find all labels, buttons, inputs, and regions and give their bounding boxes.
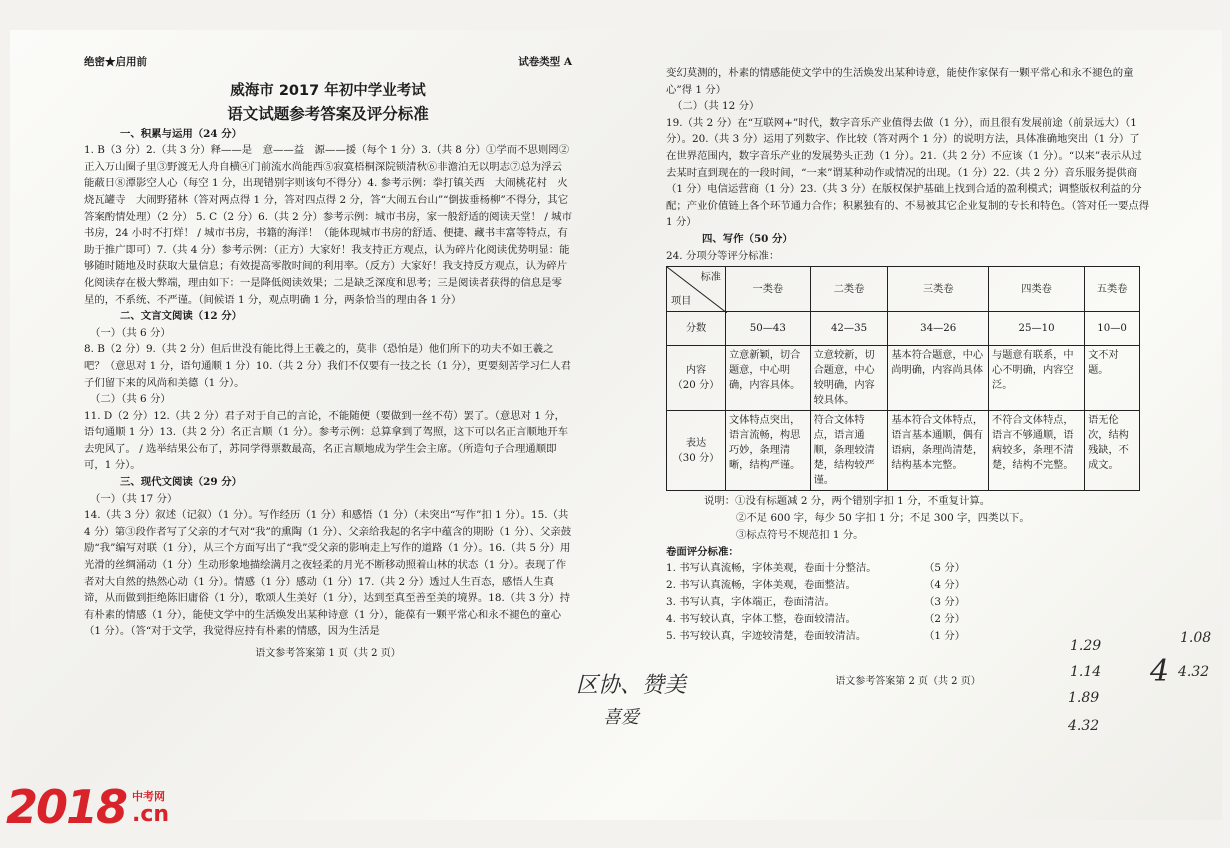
answer-paragraph: 19.（共 2 分）在“互联网+”时代，数字音乐产业值得去做（1 分），而且很有发展前途（前景远大）（1 分）。20.（共 3 分）运用了列数字、作比较（答对两个 1 分）的说明方法，具体准确地突出（1 分）了在世界范围内，数字音乐产业的发展势头正劲（1 分）。21.（共 2 分）不应该（1 分）。“以来”表示从过去某时直到现在的一段时间，“一来”谓某种动作或情况的出现。（1 分）22.（共 2 分）音乐服务提供商（1 分）电信运营商（1 分）23.（共 3 分）在版权保护基础上找到合适的盈利模式；调整版权利益的分配；产业价值链上各个环节通力合作；积累独有的、不易被其它企业复制的专长和特色。（答对任一要点得 1 分） (666, 116, 1150, 229)
subsection-heading: （二）（共 12 分） (672, 100, 760, 113)
document-title: 语文试题参考答案及评分标准 (227, 104, 429, 123)
answer-paragraph: 变幻莫测的，朴素的情感能使文学中的生活焕发出某种诗意，能使作家保有一颗平常心和永不褪色的童心”得 1 分） (666, 67, 1134, 96)
table-cell: 立意新颖，切合题意，中心明确，内容具体。 (726, 346, 811, 411)
subsection-heading: （二）（共 6 分） (90, 393, 171, 406)
notes-block (666, 493, 1150, 644)
handwritten-number: 4.32 (1178, 664, 1210, 680)
table-header: 二类卷 (810, 267, 888, 312)
page-header (84, 54, 572, 71)
corner-label-top: 标准 (700, 272, 721, 284)
criteria-text: 1. 书写认真流畅，字体美观，卷面十分整洁。 (666, 562, 877, 575)
corner-label-bottom: 项目 (671, 296, 692, 308)
paper-type-label: 试卷类型 A (518, 56, 572, 68)
table-cell: 文不对题。 (1085, 346, 1140, 411)
section-heading: 三、现代文阅读（29 分） (120, 476, 242, 489)
page-footer: 语文参考答案第 2 页（共 2 页） (835, 676, 981, 688)
section-heading: 四、写作（50 分） (702, 232, 793, 245)
expr-label: 表达 (685, 437, 707, 449)
criteria-item (666, 560, 1150, 577)
answer-paragraph: 11. D（2 分）12.（共 2 分）君子对于自己的言论，不能随便（要做到一丝不苟）罢了。（意思对 1 分，语句通顺 1 分）13.（共 2 分）名正言顺（1 分）。参考示例：总算拿到了驾照，这下可以名正言顺地开车去兜风了。 / 选举结果公布了，苏同学得票数最高，名正言顺地成为学生会主席。（所造句子合理通顺即可，1 分）。 (84, 409, 569, 472)
content-label: 内容 (685, 365, 707, 377)
criteria-item (666, 577, 1150, 594)
criteria-points: （5 分） (924, 562, 966, 575)
expr-points: （30 分） (672, 452, 720, 464)
table-cell: 文体特点突出，语言流畅，构思巧妙，条理清晰，结构严谨。 (726, 411, 811, 491)
criteria-text: 4. 书写较认真，字体工整，卷面较清洁。 (666, 612, 856, 625)
criteria-points: （1 分） (924, 629, 966, 642)
criteria-text: 5. 书写较认真，字迹较清楚，卷面较清洁。 (666, 629, 867, 642)
exam-title: 威海市 2017 年初中学业考试 (230, 82, 426, 99)
answer-paragraph: 14.（共 3 分）叙述（记叙）（1 分）。写作经历（1 分）和感悟（1 分）（未突出“写作”扣 1 分）。15.（共 4 分）第③段作者写了父亲的才气对“我”的熏陶（1 分）、父亲给我起的名字中蕴含的期盼（1 分）、父亲鼓励“我”编写对联（1 分），从三个方面写出了“我”受父亲的影响走上写作的道路（1 分）。16.（共 5 分）用光滑的丝绸涌动（1 分）生动形象地描绘满月之夜轻柔的月光不断移动照着山林的状态（1 分）。表现了作者对大自然的热然心动（1 分）。情感（1 分）感动（1 分）17.（共 2 分）透过人生百态，感悟人生真谛，从而做到拒绝陈旧庸俗（1 分），歌颂人生美好（1 分），达到至真至善至美的境界。18.（共 3 分）持有朴素的情感（1 分），能使文学中的生活焕发出某种诗意（1 分），能葆有一颗平常心和永不褪色的童心（1 分）。（答“对于文学，我觉得应持有朴素的情感，因为生活是 (84, 509, 572, 638)
logo-brand (132, 788, 169, 826)
criteria-title: 卷面评分标准： (666, 545, 739, 558)
section-heading: 二、文言文阅读（12 分） (120, 310, 242, 323)
note-line: 说明：①没有标题减 2 分，两个错别字扣 1 分，不重复计算。 (704, 495, 991, 508)
answer-page-1 (84, 54, 572, 663)
page-footer: 语文参考答案第 1 页（共 2 页） (255, 648, 401, 659)
content-points: （20 分） (672, 380, 720, 392)
note-line: ②不足 600 字，每少 50 字扣 1 分；不足 300 字，四类以下。 (736, 511, 1030, 524)
table-cell: 符合文体特点，语言通顺，条理较清楚，结构较严谨。 (810, 411, 888, 491)
section-heading: 一、积累与运用（24 分） (120, 127, 242, 140)
handwritten-number: 4.32 (1068, 718, 1100, 734)
note-line: ③标点符号不规范扣 1 分。 (736, 528, 864, 541)
row-label (667, 346, 726, 411)
row-label: 分数 (667, 312, 726, 346)
criteria-points: （3 分） (924, 595, 966, 608)
table-cell: 基本符合题意，中心尚明确，内容尚具体 (888, 346, 989, 411)
table-cell: 语无伦次，结构残缺，不成文。 (1085, 411, 1140, 491)
handwritten-note: 区协、赞美 (576, 673, 687, 698)
table-header: 五类卷 (1085, 267, 1140, 312)
handwritten-number: 4 (1150, 654, 1170, 689)
site-logo (6, 780, 170, 834)
scoring-table (666, 266, 1140, 491)
answer-paragraph: 1. B（3 分）2.（共 3 分）释——是 意——益 源——援（每个 1 分）3.（共 8 分）①学而不思则罔②正入万山圈子里③野渡无人舟自横④门前流水尚能西⑤寂寞梧桐深院锁清秋⑥非澹泊无以明志⑦总为浮云能蔽日⑧潭影空人心（每空 1 分，出现错别字则该句不得分）4. 参考示例：拳打镇关西 大闹桃花村 火烧瓦罐寺 大闹野猪林（答对两点得 1 分，答对四点得 2 分，答“大闹五台山”“倒拔垂杨柳”不得分，其它答案酌情处理）（2 分） 5. C（2 分）6.（共 2 分）参考示例：城市书房，家一般舒适的阅读天堂！ / 城市书房，24 小时不打烊！ / 城市书房，书籍的海洋！（能体现城市书房的舒适、便捷、藏书丰富等特点，有助于推广即可）7.（共 4 分）参考示例：（正方）大家好！我支持正方观点，认为碎片化阅读优势明显：能够随时随地及时获取大量信息；有效提高零散时间的利用率。（反方）大家好！我支持反方观点，认为碎片化阅读存在极大弊端，理由如下：一是降低阅读效果；二是缺乏深度和思考；三是阅读者获得的信息是零星的，不系统、不严谨。（间候语 1 分，观点明确 1 分，两条恰当的理由各 1 分） (84, 144, 572, 306)
logo-number: 2018 (6, 780, 127, 834)
table-cell: 34—26 (888, 312, 989, 346)
logo-brand-bottom: .cn (132, 802, 170, 827)
table-corner-cell (667, 267, 726, 312)
table-cell: 不符合文体特点，语言不够通顺，语病较多，条理不清楚，结构不完整。 (989, 411, 1085, 491)
answer-page-2 (666, 65, 1150, 691)
answer-paragraph: 24. 分项分等评分标准： (666, 249, 780, 262)
table-cell: 基本符合文体特点，语言基本通顺，偶有语病，条理尚清楚，结构基本完整。 (888, 411, 989, 491)
subsection-heading: （一）（共 6 分） (90, 326, 171, 339)
answer-paragraph: 8. B（2 分）9.（共 2 分）但后世没有能比得上王羲之的，莫非（恐怕是）他们所下的功夫不如王羲之吧？（意思对 1 分，语句通顺 1 分）10.（共 2 分）我们不仅要有一技之长（1 分），更要刻苦学习仁人君子们留下来的风尚和美德（1 分）。 (84, 343, 571, 389)
logo-brand-top: 中考网 (132, 790, 166, 803)
table-header: 三类卷 (888, 267, 989, 312)
table-cell: 立意较新，切合题意，中心较明确，内容较具体。 (810, 346, 888, 411)
handwritten-number: 1.14 (1070, 664, 1102, 680)
table-cell: 与题意有联系，中心不明确，内容空泛。 (989, 346, 1085, 411)
criteria-text: 2. 书写认真流畅，字体美观，卷面整洁。 (666, 579, 856, 592)
criteria-item (666, 594, 1150, 611)
criteria-text: 3. 书写认真，字体端正，卷面清洁。 (666, 595, 836, 608)
criteria-points: （2 分） (924, 612, 966, 625)
handwritten-number: 1.29 (1070, 638, 1102, 654)
secret-label: 绝密★启用前 (84, 56, 147, 68)
handwritten-number: 1.89 (1068, 690, 1100, 706)
table-header: 四类卷 (989, 267, 1085, 312)
table-cell: 25—10 (989, 312, 1085, 346)
criteria-item (666, 611, 1150, 628)
table-cell: 50—43 (726, 312, 811, 346)
row-label (667, 411, 726, 491)
handwritten-note: 喜爱 (603, 707, 639, 728)
criteria-points: （4 分） (924, 579, 966, 592)
table-header: 一类卷 (726, 267, 811, 312)
subsection-heading: （一）（共 17 分） (90, 492, 178, 505)
table-cell: 42—35 (810, 312, 888, 346)
table-cell: 10—0 (1085, 312, 1140, 346)
handwritten-number: 1.08 (1180, 630, 1212, 646)
